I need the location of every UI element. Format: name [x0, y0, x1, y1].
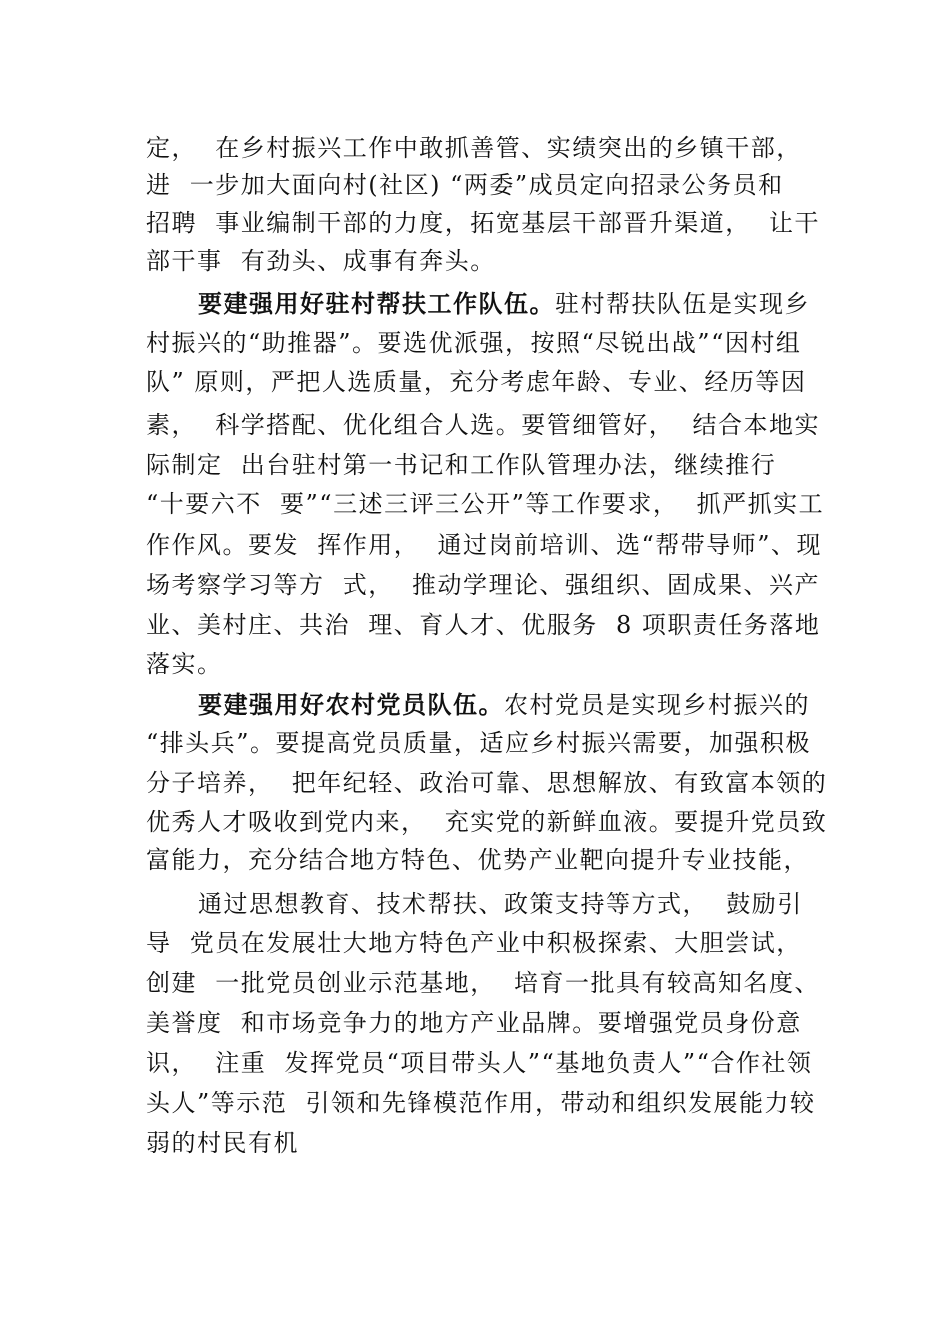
paragraph-line-3 [198, 685, 878, 725]
text-line: 分子培养， 把年纪轻、政治可靠、思想解放、有致富本领的 [146, 769, 828, 797]
text-line: 部干事 有劲头、成事有奔头。 [146, 247, 496, 275]
text-line: 作作风。要发 挥作用， 通过岗前培训、选“帮带导师”、现 [146, 531, 823, 559]
text-line: 业、美村庄、共治 理、育人才、优服务 8 项职责任务落地 [146, 611, 821, 639]
text-line: 通过思想教育、技术帮扶、政策支持等方式， 鼓励引 [198, 890, 803, 918]
text-line: “排头兵”。要提高党员质量，适应乡村振兴需要，加强积极 [146, 729, 812, 757]
text-line: 素， 科学搭配、优化组合人选。要管细管好， 结合本地实 [146, 411, 821, 439]
section-heading: 要建强用好农村党员队伍。 [198, 690, 504, 719]
text-run: 农村党员是实现乡村振兴的 [504, 691, 810, 719]
text-line: 富能力，充分结合地方特色、优势产业靶向提升专业技能， [146, 846, 809, 874]
text-line: 识， 注重 发挥党员“项目带头人”“基地负责人”“合作社领 [146, 1049, 813, 1077]
text-line: 优秀人才吸收到党内来， 充实党的新鲜血液。要提升党员致 [146, 808, 828, 836]
text-line: 弱的村民有机 [146, 1129, 299, 1157]
text-line: 村振兴的“助推器”。要选优派强，按照“尽锐出战”“因村组 [146, 329, 802, 357]
paragraph-line-2 [198, 284, 878, 324]
text-line: 美誉度 和市场竞争力的地方产业品牌。要增强党员身份意 [146, 1009, 802, 1037]
text-line: 定， 在乡村振兴工作中敢抓善管、实绩突出的乡镇干部， [146, 134, 802, 162]
text-line: 场考察学习等方 式， 推动学理论、强组织、固成果、兴产 [146, 571, 821, 599]
text-line: 进 一步加大面向村(社区) “两委”成员定向招录公务员和 [146, 171, 784, 199]
text-line: 头人”等示范 引领和先锋模范作用，带动和组织发展能力较 [146, 1089, 816, 1117]
text-line: “十要六不 要”“三述三评三公开”等工作要求， 抓严抓实工 [146, 490, 825, 518]
text-line: 创建 一批党员创业示范基地， 培育一批具有较高知名度、 [146, 969, 821, 997]
section-heading: 要建强用好驻村帮扶工作队伍。 [198, 289, 555, 318]
text-line: 招聘 事业编制干部的力度，拓宽基层干部晋升渠道， 让干 [146, 209, 821, 237]
text-line: 导 党员在发展壮大地方特色产业中积极探索、大胆尝试， [146, 929, 802, 957]
text-line: 落实。 [146, 650, 223, 678]
text-run: 驻村帮扶队伍是实现乡 [555, 290, 810, 318]
text-line: 际制定 出台驻村第一书记和工作队管理办法，继续推行 [146, 451, 777, 479]
text-line: 队” 原则，严把人选质量，充分考虑年龄、专业、经历等因 [146, 368, 807, 396]
